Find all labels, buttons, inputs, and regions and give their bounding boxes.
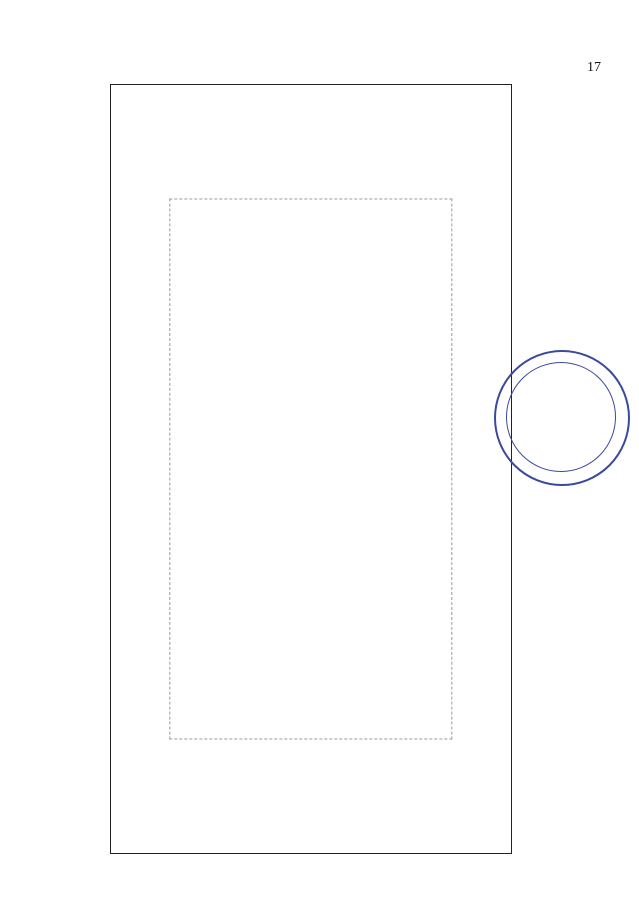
official-seal — [494, 350, 630, 486]
table-placeholder — [169, 199, 452, 740]
rotated-table-region — [110, 84, 512, 854]
page-number: 17 — [587, 60, 601, 75]
official-seal-inner — [506, 362, 616, 472]
